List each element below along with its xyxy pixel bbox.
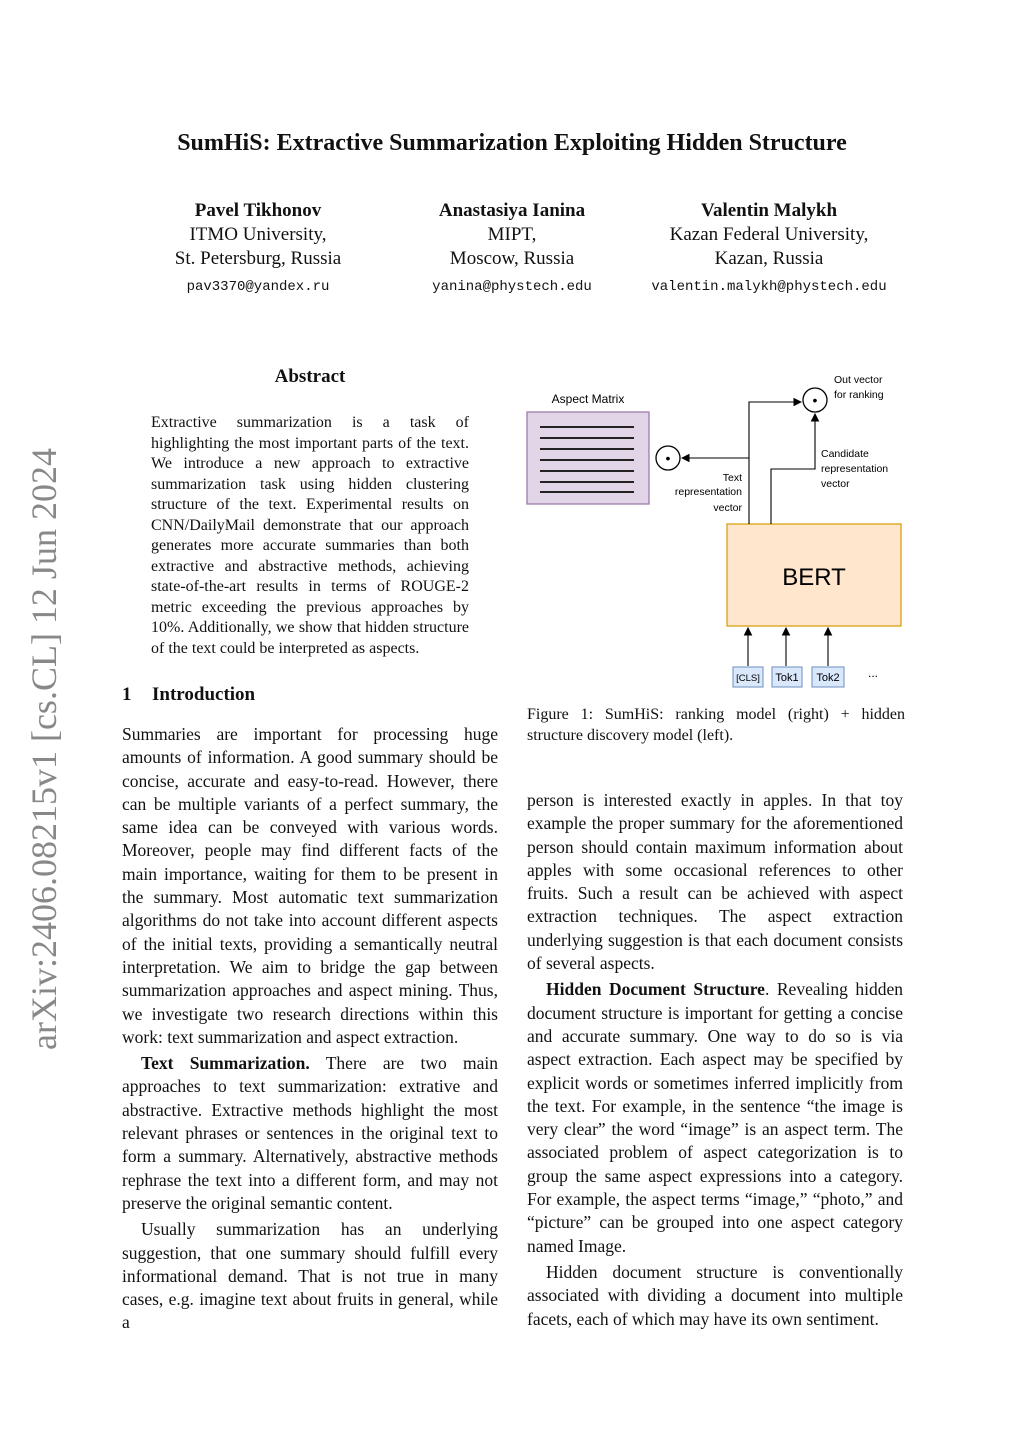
out-vector-label: Out vector [834, 374, 883, 386]
author-affiliation: ITMO University, [189, 224, 327, 245]
paper-title: SumHiS: Extractive Summarization Exploiting Hidden Structure [177, 130, 847, 156]
author-email: pav3370@yandex.ru [186, 279, 330, 295]
abstract-heading: Abstract [274, 366, 346, 387]
paragraph: Summaries are important for processing huge amounts of information. A good summary should be concise, accurate and easy-to-read. However, there can be multiple variants of a perfect summary, the same idea can be conveyed with various words. Moreover, people may find different facts of the main importance, waiting for them to be present in the summary. Most automatic text summarization algorithms do not take into account different aspects of the initial texts, providing a semantically neutral interpretation. We aim to bridge the gap between summarization approaches and aspect mining. Thus, we investigate two research directions within this work: text summarization and aspect extraction. [122, 724, 498, 1047]
paragraph: Hidden document structure is conventionally associated with dividing a document into multiple facets, each of which may have its own sentiment. [527, 1261, 903, 1329]
paragraph-heading: Hidden Document Structure [546, 979, 765, 1000]
author-affiliation: MIPT, [487, 224, 537, 245]
token-ellipsis: ... [867, 666, 879, 680]
paragraph: Hidden Document Structure. Revealing hidden document structure is important for getting a concise and accurate summary. One way to do so is via aspect extraction. Each aspect may be specified by explicit words or sometimes inferred implicitly from the text. For example, in the sentence “the image is very clear” the word “image” is an aspect term. The associated problem of aspect categorization is to group the same aspect expressions into a category. For example, the aspect terms “image,” “photo,” and “picture” can be grouped into one aspect category named Image. [527, 979, 904, 1256]
text-vector-label: Text [722, 472, 742, 484]
section-heading [122, 684, 255, 706]
paragraph: person is interested exactly in apples. In that toy example the proper summary for the aforementioned person should contain maximum information about apples with some occasional references to other fruits. Such a result can be achieved with aspect extraction techniques. The aspect extraction underlying suggestion is that each document consists of several aspects. [527, 790, 903, 974]
token-tok2-label: Tok2 [816, 672, 840, 684]
text-vector-label: vector [713, 502, 742, 514]
paragraph: Text Summarization. There are two main approaches to text summarization: extrative and abstractive. Extractive methods highlight the most relevant phrases or sentences in the original text to form a summary. Alternatively, abstractive methods rephrase the text into a different form, and may not preserve the original semantic content. [122, 1053, 498, 1213]
author-name: Anastasiya Ianina [438, 200, 586, 221]
bert-label: BERT [782, 564, 846, 591]
dot-product-right-symbol: • [812, 392, 818, 408]
token-cls-label: [CLS] [736, 673, 760, 684]
dot-product-left-symbol: • [665, 450, 671, 466]
candidate-label: Candidate [821, 448, 869, 460]
author-name: Pavel Tikhonov [194, 200, 322, 221]
author-location: Moscow, Russia [449, 248, 575, 269]
figure-caption: Figure 1: SumHiS: ranking model (right) + hidden structure discovery model (left). [527, 706, 905, 744]
author-location: St. Petersburg, Russia [174, 248, 342, 269]
author-email: yanina@phystech.edu [432, 279, 592, 295]
author-location: Kazan, Russia [714, 248, 824, 269]
author-block [382, 199, 642, 299]
section-title: Introduction [152, 684, 256, 705]
candidate-vector-arrow [771, 414, 815, 524]
author-block [128, 199, 388, 299]
token-tok1-label: Tok1 [775, 672, 799, 684]
arxiv-identifier: arXiv:2406.08215v1 [cs.CL] 12 Jun 2024 [24, 448, 64, 1050]
section-number: 1 [122, 684, 132, 705]
out-vector-label: for ranking [834, 389, 884, 401]
aspect-matrix-box [527, 412, 649, 504]
aspect-matrix-label: Aspect Matrix [551, 392, 625, 406]
author-name: Valentin Malykh [700, 200, 838, 221]
candidate-label: representation [821, 463, 889, 475]
paragraph: Usually summarization has an underlying suggestion, that one summary should fulfill every informational demand. That is not true in many cases, e.g. imagine text about fruits in general, while a [122, 1219, 498, 1333]
author-block [634, 199, 904, 299]
left-column [122, 723, 498, 1335]
text-vector-to-out-arrow [749, 402, 801, 524]
right-column [527, 789, 903, 1331]
text-vector-label: representation [674, 486, 742, 498]
paragraph-heading: Text Summarization. [141, 1053, 310, 1074]
figure-1-diagram [520, 365, 910, 695]
abstract-text: Extractive summarization is a task of highlighting the most important parts of the text. We introduce a new approach to extractive summarization task using hidden clustering structure of the text. Experimental results on CNN/DailyMail demonstrate that our approach generates more accurate summaries than both extractive and abstractive methods, achieving state-of-the-art results in terms of ROUGE-2 metric exceeding the previous approaches by 10%. Additionally, we show that hidden structure of the text could be interpreted as aspects. [151, 414, 469, 657]
candidate-label: vector [821, 478, 850, 490]
author-affiliation: Kazan Federal University, [669, 224, 869, 245]
author-email: valentin.malykh@phystech.edu [651, 279, 887, 295]
